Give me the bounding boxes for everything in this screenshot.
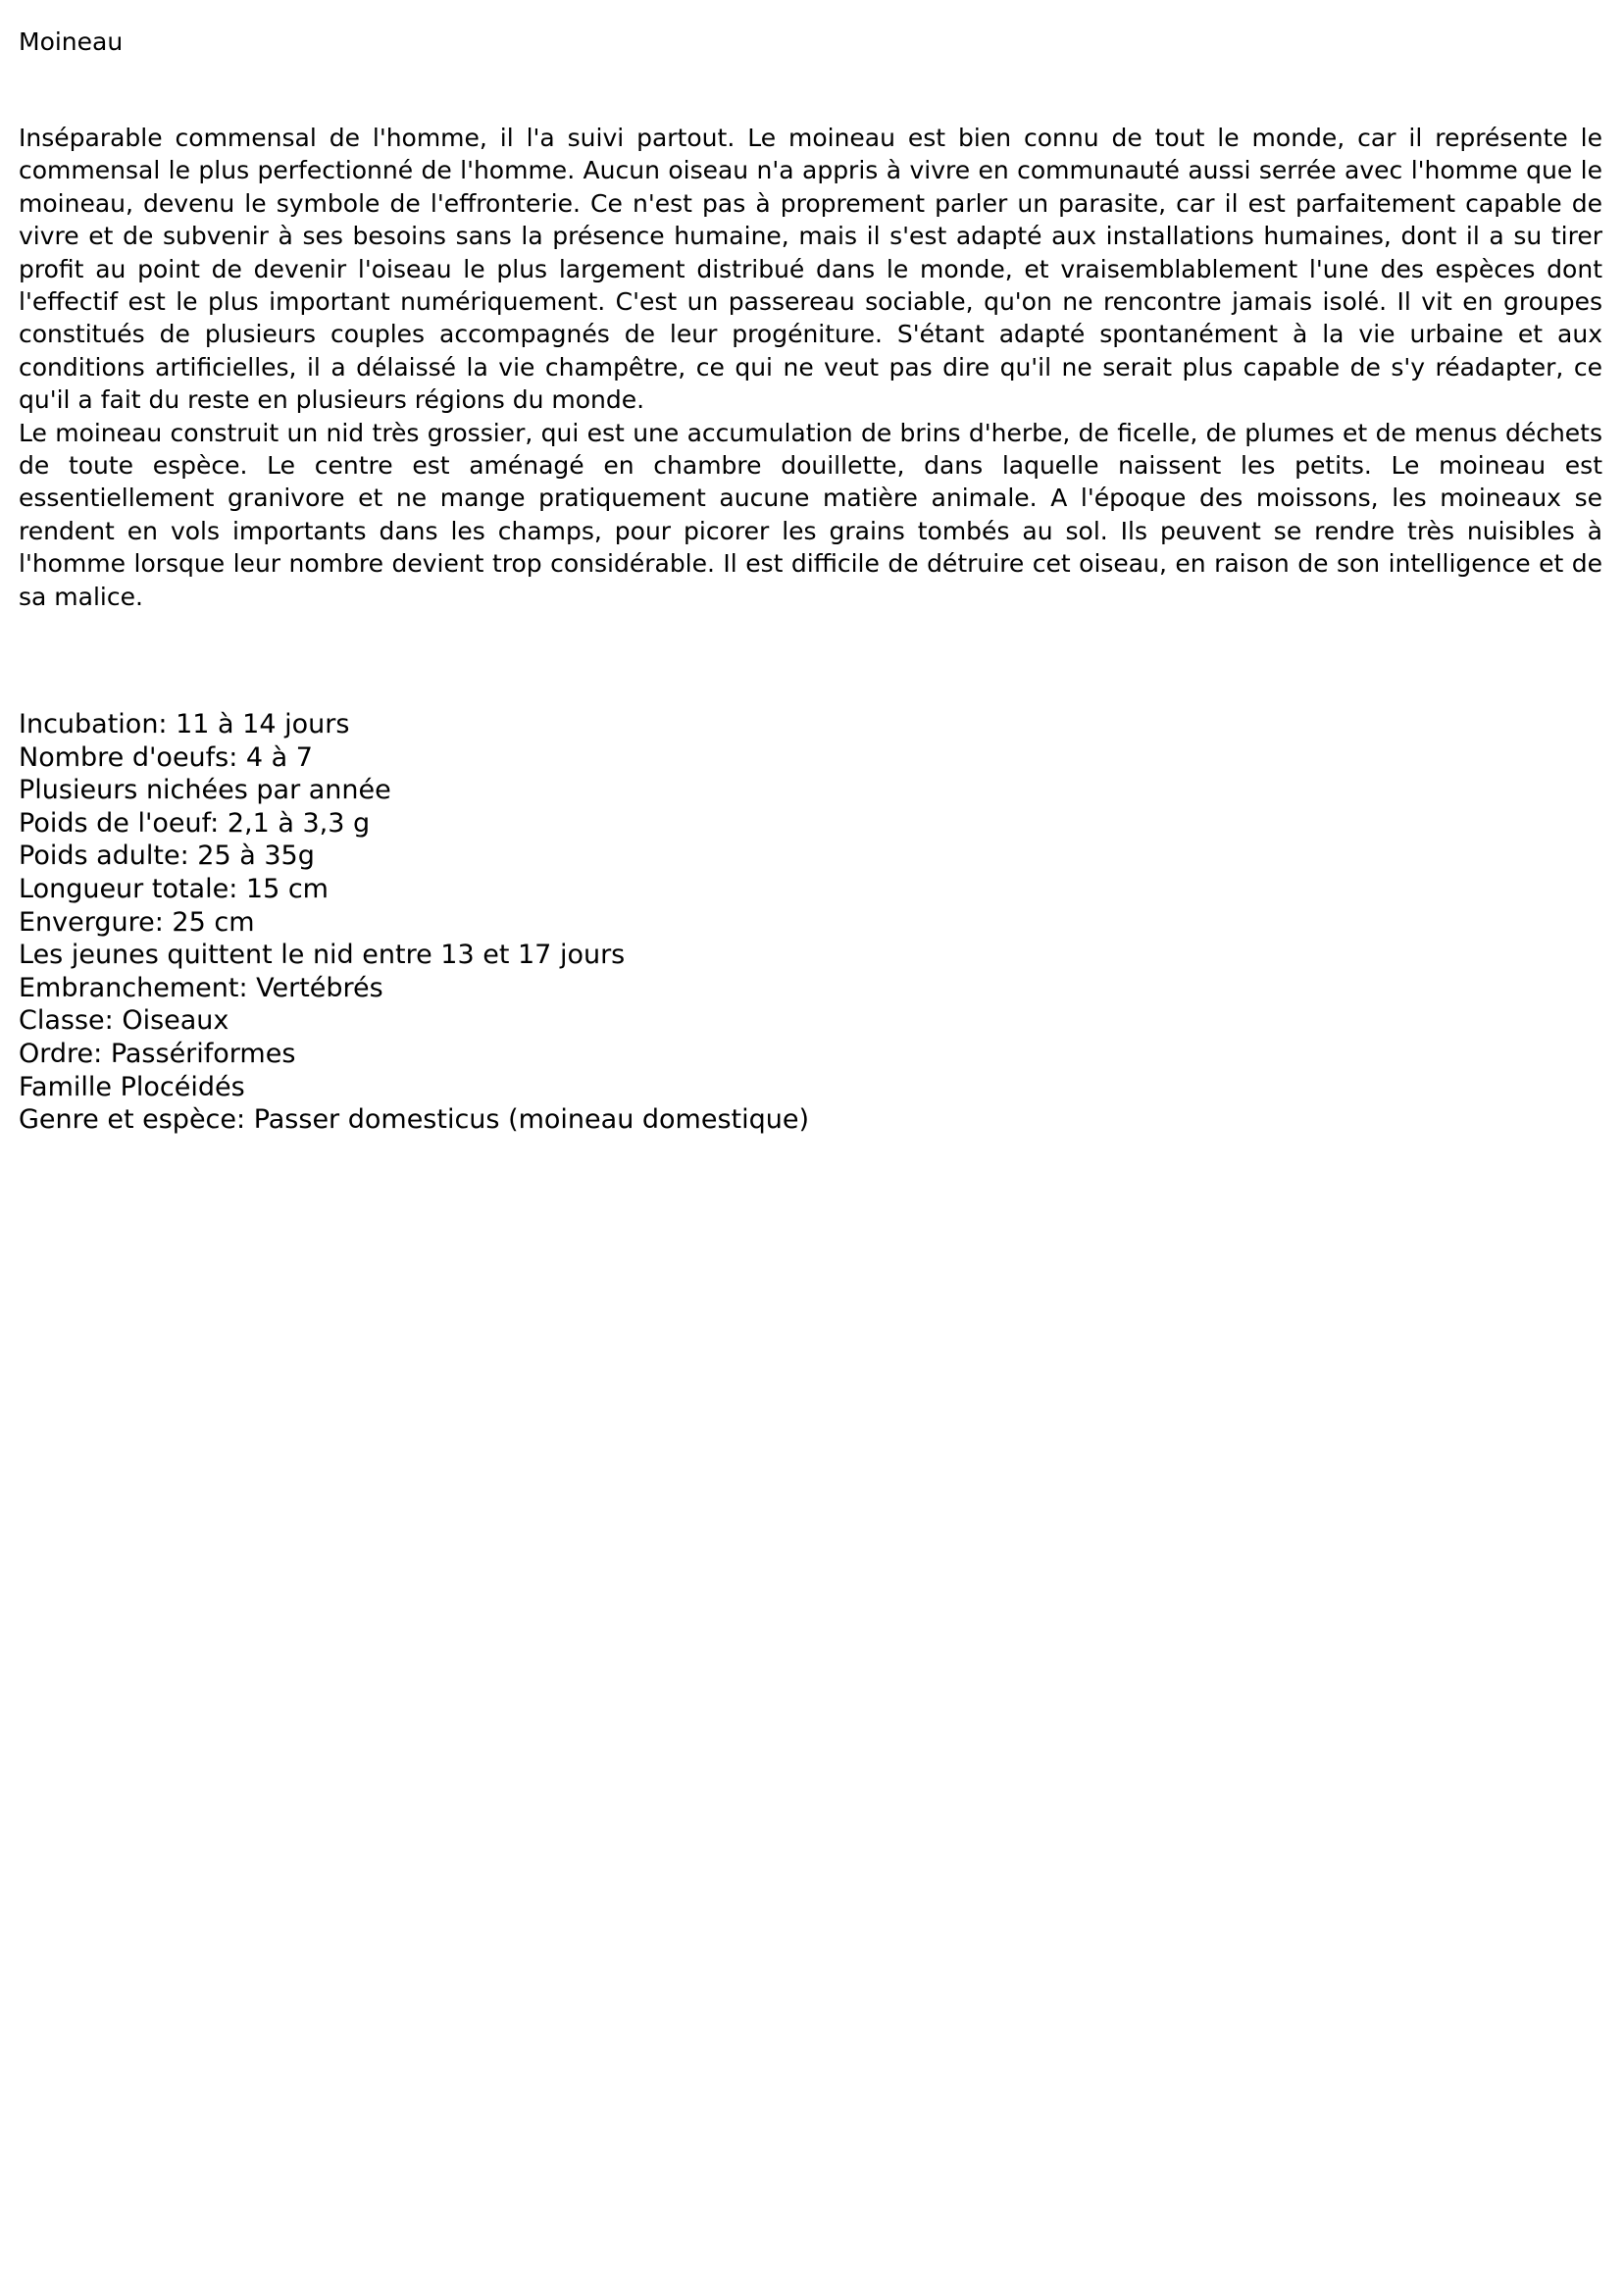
document-body xyxy=(19,122,1602,613)
fact-item: Genre et espèce: Passer domesticus (moineau domestique) xyxy=(19,1104,810,1136)
fact-item: Incubation: 11 à 14 jours xyxy=(19,709,350,739)
fact-item: Poids adulte: 25 à 35g xyxy=(19,841,315,872)
paragraph: Le moineau construit un nid très grossier, qui est une accumulation de brins d'herbe, de ficelle, de plumes et de menus déchets de toute espèce. Le centre est aménagé en chambre douillette, dans laquelle naissent les petits. Le moineau est essentiellement granivore et ne mange pratiquement aucune matière animale. A l'époque des moissons, les moineaux se rendent en vols importants dans les champs, pour picorer les grains tombés au sol. Ils peuvent se rendre très nuisibles à l'homme lorsque leur nombre devient trop considérable. Il est difficile de détruire cet oiseau, en raison de son intelligence et de sa malice. xyxy=(19,418,1602,611)
fact-item: Poids de l'oeuf: 2,1 à 3,3 g xyxy=(19,807,371,839)
facts-list xyxy=(19,708,1602,1137)
fact-item: Ordre: Passériformes xyxy=(19,1038,296,1069)
fact-item: Envergure: 25 cm xyxy=(19,906,255,938)
fact-item: Famille Plocéidés xyxy=(19,1071,245,1102)
paragraph: Inséparable commensal de l'homme, il l'a suivi partout. Le moineau est bien connu de tout le monde, car il représente le commensal le plus perfectionné de l'homme. Aucun oiseau n'a appris à vivre en communauté aussi serrée avec l'homme que le moineau, devenu le symbole de l'effronterie. Ce n'est pas à proprement parler un parasite, car il est parfaitement capable de vivre et de subvenir à ses besoins sans la présence humaine, mais il s'est adapté aux installations humaines, dont il a su tirer profit au point de devenir l'oiseau le plus largement distribué dans le monde, et vraisemblablement l'une des espèces dont l'effectif est le plus important numériquement. C'est un passereau sociable, qu'on ne rencontre jamais isolé. Il vit en groupes constitués de plusieurs couples accompagnés de leur progéniture. S'étant adapté spontanément à la vie urbaine et aux conditions artificielles, il a délaissé la vie champêtre, ce qui ne veut pas dire qu'il ne serait plus capable de s'y réadapter, ce qu'il a fait du reste en plusieurs régions du monde. xyxy=(19,124,1602,415)
fact-item: Les jeunes quittent le nid entre 13 et 17 jours xyxy=(19,940,626,971)
fact-item: Nombre d'oeufs: 4 à 7 xyxy=(19,741,313,773)
document-title: Moineau xyxy=(19,27,124,56)
fact-item: Classe: Oiseaux xyxy=(19,1005,229,1037)
fact-item: Plusieurs nichées par année xyxy=(19,775,391,806)
fact-item: Embranchement: Vertébrés xyxy=(19,972,383,1003)
fact-item: Longueur totale: 15 cm xyxy=(19,873,329,904)
